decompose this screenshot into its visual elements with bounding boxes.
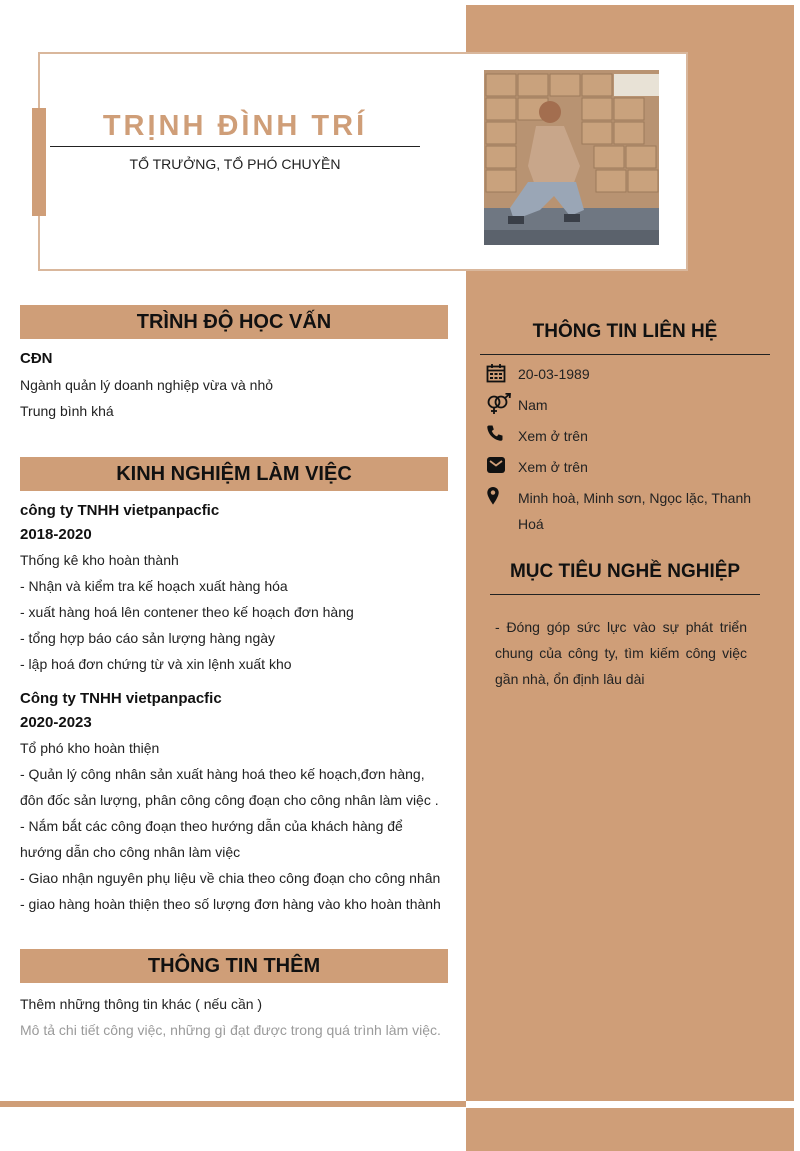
job-2-line: - Giao nhận nguyên phụ liệu về chia theo công đoạn cho công nhân <box>20 870 441 886</box>
contact-email <box>486 454 776 480</box>
more-info-description: Mô tả chi tiết công việc, những gì đạt được trong quá trình làm việc. <box>20 1022 441 1038</box>
job-1-line: - tổng hợp báo cáo sản lượng hàng ngày <box>20 630 276 646</box>
education-grade: Trung bình khá <box>20 403 114 419</box>
contact-section-title: THÔNG TIN LIÊN HỆ <box>532 321 718 342</box>
job-2-line: - Quản lý công nhân sản xuất hàng hoá theo kế hoạch,đơn hàng, đôn đốc sản lượng, phân công công đoạn cho công nhân làm việc . <box>20 766 439 808</box>
name-underline <box>50 146 420 147</box>
job-2-line: Tổ phó kho hoàn thiện <box>20 740 160 756</box>
more-info-section-header: THÔNG TIN THÊM <box>20 949 448 983</box>
job-2-period: 2020-2023 <box>20 714 92 731</box>
job-2-company: Công ty TNHH vietpanpacfic <box>20 690 222 707</box>
experience-section-header: KINH NGHIỆM LÀM VIỆC <box>20 457 448 491</box>
bottom-strip <box>0 1101 466 1107</box>
profile-photo <box>484 70 659 245</box>
job-1-company: công ty TNHH vietpanpacfic <box>20 502 220 519</box>
education-degree: CĐN <box>20 350 53 367</box>
objective-title-divider <box>490 594 760 595</box>
contact-title-divider <box>480 354 770 355</box>
education-section-header: TRÌNH ĐỘ HỌC VẤN <box>20 305 448 339</box>
contact-address-text: Minh hoà, Minh sơn, Ngọc lặc, Thanh Hoá <box>518 490 752 532</box>
email-icon <box>486 456 506 476</box>
education-major: Ngành quản lý doanh nghiệp vừa và nhỏ <box>20 377 274 393</box>
contact-address <box>486 485 776 537</box>
profile-photo-illustration <box>484 70 659 245</box>
contact-phone <box>486 423 776 449</box>
contact-birthday-text: 20-03-1989 <box>518 366 590 382</box>
contact-phone-text: Xem ở trên <box>518 428 588 444</box>
header-accent-bar <box>32 108 46 216</box>
phone-icon <box>486 424 506 444</box>
objective-text: - Đóng góp sức lực vào sự phát triển chung của công ty, tìm kiếm công việc gần nhà, ổn định lâu dài <box>495 619 747 687</box>
bottom-block <box>466 1108 794 1151</box>
job-2-line: - Nắm bắt các công đoạn theo hướng dẫn của khách hàng để hướng dẫn cho công nhân làm việc <box>20 818 403 860</box>
job-1-line: - lập hoá đơn chứng từ và xin lệnh xuất kho <box>20 656 292 672</box>
location-pin-icon <box>486 486 506 506</box>
contact-gender <box>486 392 776 418</box>
objective-section-title: MỤC TIÊU NGHỀ NGHIỆP <box>509 561 741 582</box>
gender-icon <box>486 393 512 413</box>
contact-gender-text: Nam <box>518 397 548 413</box>
candidate-name: TRỊNH ĐÌNH TRÍ <box>102 110 368 142</box>
more-info-line: Thêm những thông tin khác ( nếu cần ) <box>20 996 263 1012</box>
job-title: TỔ TRƯỞNG, TỔ PHÓ CHUYỀN <box>129 156 341 172</box>
contact-email-text: Xem ở trên <box>518 459 588 475</box>
job-2-line: - giao hàng hoàn thiện theo số lượng đơn hàng vào kho hoàn thành <box>20 896 441 912</box>
job-1-line: Thống kê kho hoàn thành <box>20 552 179 568</box>
job-1-period: 2018-2020 <box>20 526 92 543</box>
job-1-line: - xuất hàng hoá lên contener theo kế hoạch đơn hàng <box>20 604 354 620</box>
calendar-icon <box>486 363 506 383</box>
contact-birthday <box>486 361 776 387</box>
job-1-line: - Nhận và kiểm tra kế hoạch xuất hàng hóa <box>20 578 288 594</box>
